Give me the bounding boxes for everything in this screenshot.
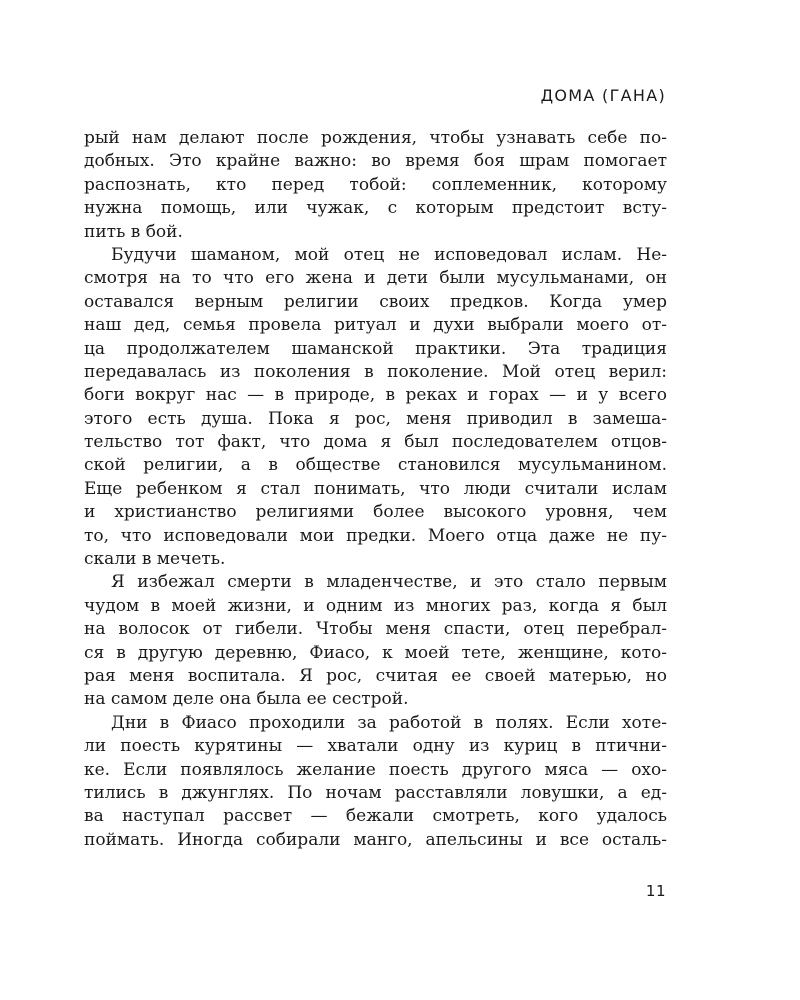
text-line: рый нам делают после рождения, чтобы узнавать себе по-	[84, 128, 667, 148]
text-line: скали в мечеть.	[84, 549, 226, 570]
text-line: тились в джунглях. По ночам расставляли ловушки, а ед-	[84, 782, 667, 803]
text-line: Еще ребенком я стал понимать, что люди считали ислам	[84, 478, 667, 499]
paragraph-first-line: Я избежал смерти в младенчестве, и это стало первым	[111, 572, 667, 593]
text-line: передавалась из поколения в поколение. Мой отец верил:	[84, 361, 667, 382]
text-line: на самом деле она была ее сестрой.	[84, 689, 409, 710]
running-header: ДОМА (ГАНА)	[540, 86, 666, 105]
text-line: ся в другую деревню, Фиасо, к моей тете, женщине, кото-	[84, 642, 667, 663]
text-line: распознать, кто перед тобой: соплеменник, которому	[84, 174, 667, 195]
text-line: ской религии, а в обществе становился мусульманином.	[84, 455, 667, 476]
text-line: оставался верным религии своих предков. Когда умер	[84, 291, 667, 312]
text-line: ца продолжателем шаманской практики. Эта традиция	[84, 338, 667, 359]
paragraph-first-line: Дни в Фиасо проходили за работой в полях. Если хоте-	[111, 712, 667, 733]
text-line: наш дед, семья провела ритуал и духи выбрали моего от-	[84, 315, 667, 336]
text-line: ли поесть курятины — хватали одну из куриц в птични-	[84, 736, 667, 757]
text-line: смотря на то что его жена и дети были мусульманами, он	[84, 268, 667, 289]
text-line: чудом в моей жизни, и одним из многих раз, когда я был	[84, 595, 667, 616]
body-text	[84, 127, 667, 852]
text-line: этого есть душа. Пока я рос, меня приводил в замеша-	[84, 408, 667, 429]
text-line: пить в бой.	[84, 221, 183, 242]
text-line: ва наступал рассвет — бежали смотреть, кого удалось	[84, 806, 667, 827]
text-line: ке. Если появлялось желание поесть другого мяса — охо-	[84, 759, 667, 780]
text-line: и христианство религиями более высокого уровня, чем	[84, 502, 667, 523]
text-line: рая меня воспитала. Я рос, считая ее своей матерью, но	[84, 665, 667, 686]
text-line: тельство тот факт, что дома я был последователем отцов-	[84, 432, 667, 453]
text-line: то, что исповедовали мои предки. Моего отца даже не пу-	[84, 525, 667, 546]
text-line: нужна помощь, или чужак, с которым предстоит всту-	[84, 198, 667, 219]
text-line: на волосок от гибели. Чтобы меня спасти, отец перебрал-	[84, 619, 667, 640]
paragraph-first-line: Будучи шаманом, мой отец не исповедовал ислам. Не-	[111, 244, 667, 265]
page-number: 11	[645, 882, 666, 900]
text-line: боги вокруг нас — в природе, в реках и горах — и у всего	[84, 385, 667, 406]
text-line: добных. Это крайне важно: во время боя шрам помогает	[84, 151, 667, 172]
text-line: поймать. Иногда собирали манго, апельсины и все осталь-	[84, 829, 667, 850]
